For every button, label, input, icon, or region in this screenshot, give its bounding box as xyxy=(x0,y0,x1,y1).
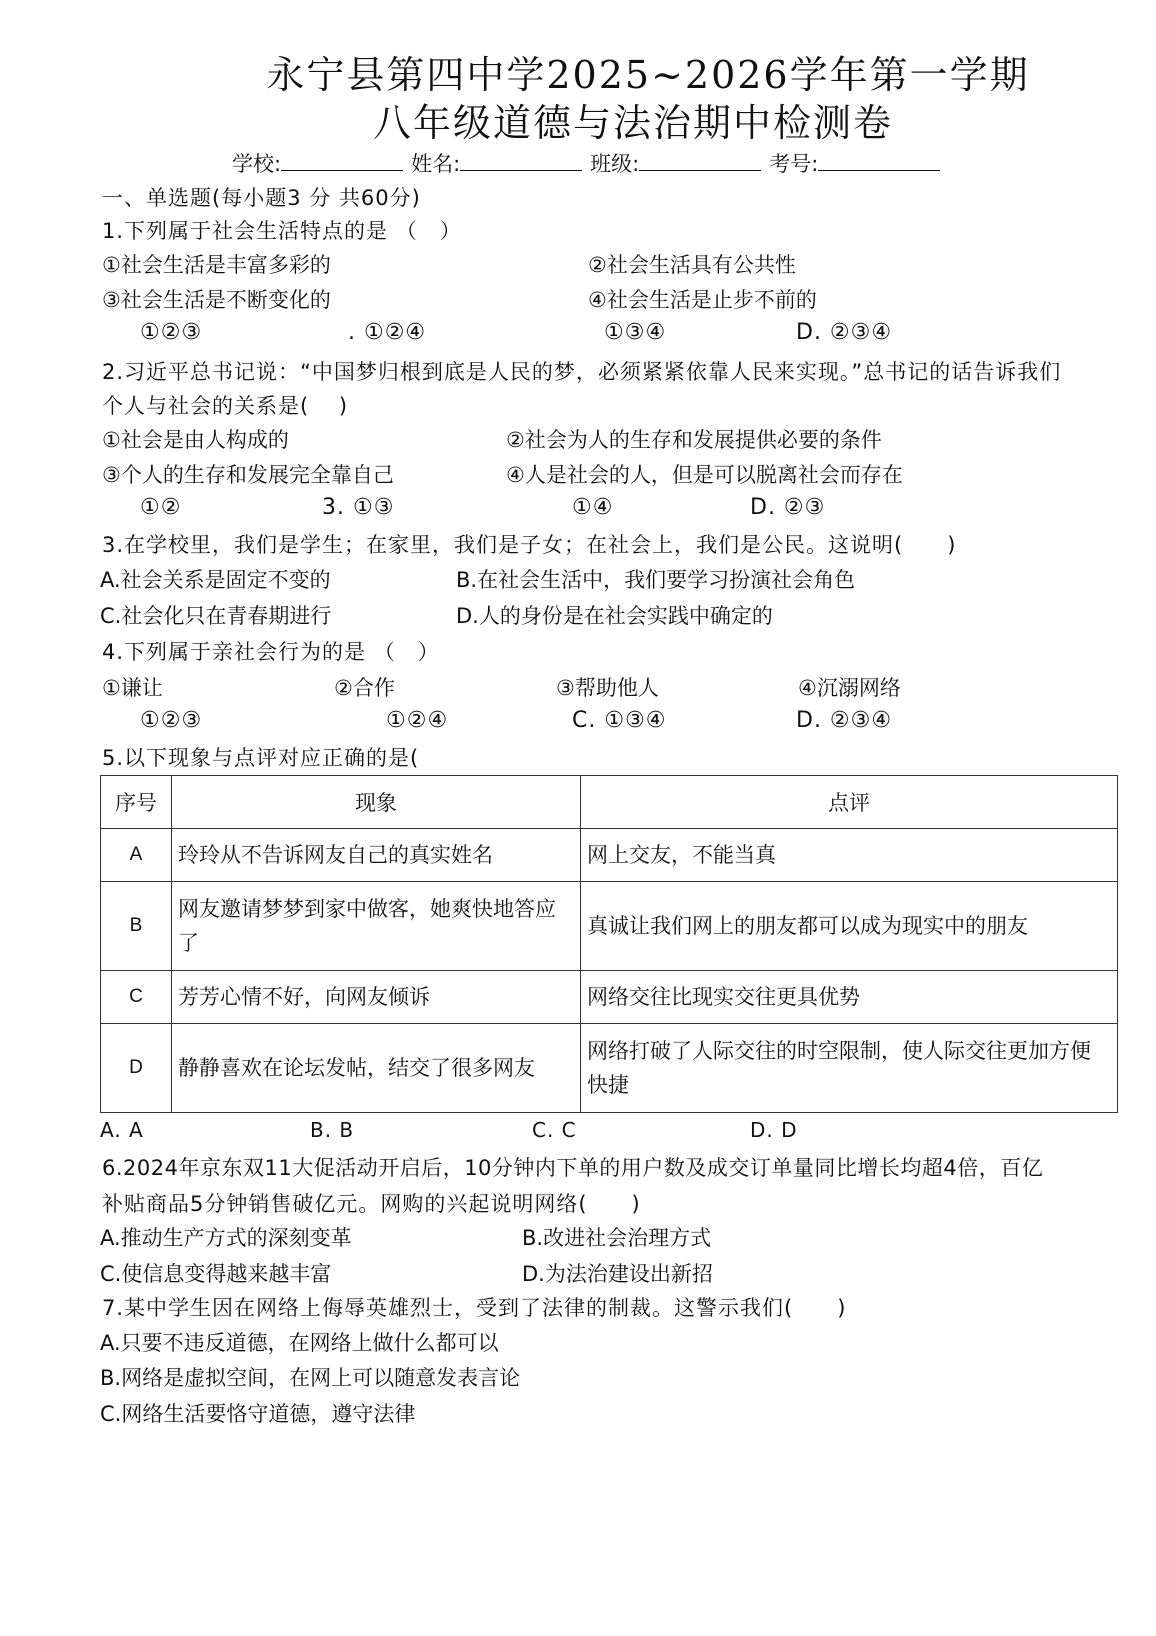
q6-option-c[interactable]: C.使信息变得越来越丰富 xyxy=(100,1262,332,1286)
q4-item: ②合作 xyxy=(334,676,395,700)
q7-option-a[interactable]: A.只要不违反道德，在网络上做什么都可以 xyxy=(100,1331,499,1355)
row-id: C xyxy=(101,971,172,1024)
q5-stem: 5.以下现象与点评对应正确的是( xyxy=(102,746,420,770)
q1-choice-a[interactable]: ①②③ xyxy=(140,320,203,345)
q4-stem: 4.下列属于亲社会行为的是 （ ） xyxy=(102,640,440,664)
q2-stem: 2.习近平总书记说：“中国梦归根到底是人民的梦，必须紧紧依靠人民来实现。”总书记的话告诉我们 xyxy=(102,360,1062,384)
q6-option-d[interactable]: D.为法治建设出新招 xyxy=(522,1262,713,1286)
q3-option-a[interactable]: A.社会关系是固定不变的 xyxy=(100,568,331,592)
q5-choice-d[interactable]: D. D xyxy=(750,1118,798,1142)
table-row xyxy=(101,829,1118,882)
q5-choice-c[interactable]: C. C xyxy=(532,1118,577,1142)
q7-option-b[interactable]: B.网络是虚拟空间，在网上可以随意发表言论 xyxy=(100,1366,521,1390)
q2-item: ①社会是由人构成的 xyxy=(102,428,289,452)
q1-item: ③社会生活是不断变化的 xyxy=(102,288,331,312)
section-heading: 一、单选题(每小题3 分 共60分) xyxy=(102,186,421,210)
q5-table xyxy=(100,775,1118,1113)
q4-item: ③帮助他人 xyxy=(556,676,659,700)
q2-item: ②社会为人的生存和发展提供必要的条件 xyxy=(506,428,882,452)
q6-option-b[interactable]: B.改进社会治理方式 xyxy=(522,1226,712,1250)
q1-choice-d[interactable]: D. ②③④ xyxy=(796,320,893,345)
school-field[interactable] xyxy=(281,148,403,171)
phenomenon-cell: 芳芳心情不好，向网友倾诉 xyxy=(172,971,581,1024)
q2-stem: 个人与社会的关系是( ) xyxy=(102,394,349,418)
q2-choice-d[interactable]: D. ②③ xyxy=(750,495,826,520)
q3-option-d[interactable]: D.人的身份是在社会实践中确定的 xyxy=(456,604,773,628)
q1-choice-b[interactable]: . ①②④ xyxy=(348,320,427,345)
q1-stem: 1.下列属于社会生活特点的是 （ ） xyxy=(102,219,462,243)
q7-option-c[interactable]: C.网络生活要恪守道德，遵守法律 xyxy=(100,1402,416,1426)
table-header: 现象 xyxy=(172,776,581,829)
name-label: 姓名: xyxy=(411,152,461,176)
q7-stem: 7.某中学生因在网络上侮辱英雄烈士，受到了法律的制裁。这警示我们( ) xyxy=(102,1296,847,1320)
exam-number-label: 考号: xyxy=(769,152,819,176)
q2-item: ③个人的生存和发展完全靠自己 xyxy=(102,463,394,487)
table-row xyxy=(101,1024,1118,1113)
q2-choice-a[interactable]: ①② xyxy=(140,495,182,520)
q1-item: ②社会生活具有公共性 xyxy=(588,253,796,277)
q2-choice-c[interactable]: ①④ xyxy=(572,495,614,520)
q1-choice-c[interactable]: ①③④ xyxy=(604,320,667,345)
comment-cell: 网上交友，不能当真 xyxy=(581,829,1118,882)
name-field[interactable] xyxy=(460,148,582,171)
q1-item: ④社会生活是止步不前的 xyxy=(588,288,817,312)
phenomenon-cell: 静静喜欢在论坛发帖，结交了很多网友 xyxy=(172,1024,581,1113)
class-label: 班级: xyxy=(590,152,640,176)
q3-option-c[interactable]: C.社会化只在青春期进行 xyxy=(100,604,332,628)
row-id: A xyxy=(101,829,172,882)
q4-item: ①谦让 xyxy=(102,676,163,700)
exam-title-subject: 八年级道德与法治期中检测卷 xyxy=(372,101,893,145)
class-field[interactable] xyxy=(639,148,761,171)
q1-item: ①社会生活是丰富多彩的 xyxy=(102,253,331,277)
row-id: D xyxy=(101,1024,172,1113)
table-row xyxy=(101,971,1118,1024)
q4-choice-a[interactable]: ①②③ xyxy=(140,708,203,733)
q5-choice-b[interactable]: B. B xyxy=(310,1118,355,1142)
table-row xyxy=(101,882,1118,971)
q4-choice-b[interactable]: ①②④ xyxy=(386,708,449,733)
student-info-row xyxy=(232,148,948,178)
q4-choice-d[interactable]: D. ②③④ xyxy=(796,708,893,733)
table-header: 点评 xyxy=(581,776,1118,829)
q5-choice-a[interactable]: A. A xyxy=(100,1118,144,1142)
q2-choice-b[interactable]: 3. ①③ xyxy=(322,495,395,520)
q3-stem: 3.在学校里，我们是学生；在家里，我们是子女；在社会上，我们是公民。这说明( ) xyxy=(102,533,957,557)
exam-title-school: 永宁县第四中学2025~2026学年第一学期 xyxy=(266,53,1030,97)
q4-item: ④沉溺网络 xyxy=(798,676,901,700)
q4-choice-c[interactable]: C. ①③④ xyxy=(572,708,667,733)
phenomenon-cell: 玲玲从不告诉网友自己的真实姓名 xyxy=(172,829,581,882)
q2-item: ④人是社会的人，但是可以脱离社会而存在 xyxy=(506,463,903,487)
row-id: B xyxy=(101,882,172,971)
q6-stem: 补贴商品5分钟销售破亿元。网购的兴起说明网络( ) xyxy=(102,1192,641,1216)
comment-cell: 真诚让我们网上的朋友都可以成为现实中的朋友 xyxy=(581,882,1118,971)
exam-number-field[interactable] xyxy=(818,148,940,171)
comment-cell: 网络交往比现实交往更具优势 xyxy=(581,971,1118,1024)
comment-cell: 网络打破了人际交往的时空限制，使人际交往更加方便快捷 xyxy=(581,1024,1118,1113)
school-label: 学校: xyxy=(232,152,282,176)
q6-option-a[interactable]: A.推动生产方式的深刻变革 xyxy=(100,1226,352,1250)
q3-option-b[interactable]: B.在社会生活中，我们要学习扮演社会角色 xyxy=(456,568,856,592)
phenomenon-cell: 网友邀请梦梦到家中做客，她爽快地答应了 xyxy=(172,882,581,971)
q6-stem: 6.2024年京东双11大促活动开启后，10分钟内下单的用户数及成交订单量同比增长均超4倍，百亿 xyxy=(102,1156,1044,1180)
table-header: 序号 xyxy=(101,776,172,829)
